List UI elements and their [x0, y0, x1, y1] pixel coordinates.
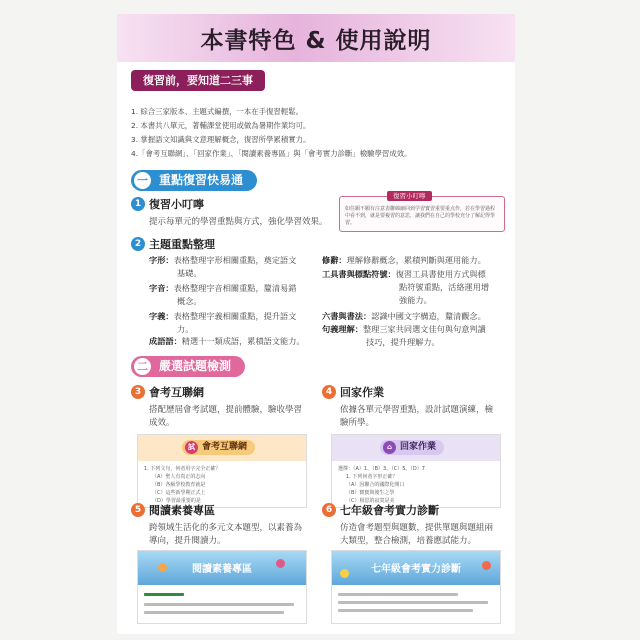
- preview-text-bar: [144, 611, 284, 614]
- topic-term-cont: 技巧，提升理解力。: [366, 337, 440, 347]
- instruction-page: [117, 14, 515, 634]
- topic-term-row: 字義：表格整理字義相關重點，提升語文: [149, 311, 297, 321]
- preview-title-chip: 試 會考互聯網: [182, 440, 255, 455]
- topic-term-row: 字形：表格整理字形相關重點，奠定語文: [149, 255, 297, 265]
- reminder-note-preview: [339, 192, 505, 232]
- feature-number: 6: [322, 503, 336, 517]
- feature-description: 仿造會考題型與題數，提供單題與題組兩: [340, 523, 494, 533]
- section-title: 重點復習快易通: [159, 173, 244, 187]
- homework-preview-card: [331, 434, 501, 508]
- topic-term-cont: 點符號重點，活絡運用增: [399, 282, 490, 292]
- page-title: 本書特色 & 使用說明: [200, 28, 432, 54]
- preview-line: （C）這些新學期正式上: [152, 490, 206, 496]
- preview-text-bar: [338, 601, 488, 604]
- feature-description: 搭配歷屆會考試題，提前體驗，驗收學習: [149, 405, 303, 415]
- topic-term-cont: 基礎。: [177, 268, 202, 278]
- feature-title: 閱讀素養專區: [149, 504, 215, 517]
- preview-line: 1. 下列何者字形正確？: [346, 474, 398, 480]
- feature-title: 會考互聯網: [149, 386, 204, 399]
- feature-number: 1: [131, 197, 145, 211]
- feature-description: 導向，提升閱讀力。: [149, 536, 226, 546]
- preview-header: [138, 551, 306, 585]
- section-heading-tests: [131, 356, 245, 377]
- intro-heading: 復習前，要知道二三事: [131, 70, 265, 91]
- feature-description: 提示每單元的學習重點與方式，強化學習效果。: [149, 217, 328, 227]
- topic-term-row: 六書與書法：認識中國文字構造，釐清觀念。: [322, 311, 486, 321]
- preview-line: （A）聖人有真正的志向: [152, 474, 206, 480]
- intro-line: 3. 掌握語文知識與文意理解概念，復習所學累積實力。: [131, 135, 311, 144]
- exam-preview-card: [137, 434, 307, 508]
- note-tab: 復習小叮嚀: [387, 191, 432, 201]
- preview-text-bar: [338, 593, 458, 596]
- preview-line: （B）寶寶與後生之學: [346, 490, 395, 496]
- reading-preview-card: [137, 550, 307, 624]
- topic-term-cont: 概念。: [177, 296, 202, 306]
- preview-title: 閱讀素養專區: [192, 564, 252, 575]
- section-number-icon: 二: [134, 358, 151, 375]
- topic-term-row: 修辭：理解修辭概念，累積判斷與運用能力。: [322, 255, 486, 265]
- character-icon: [482, 561, 491, 570]
- preview-text-bar: [144, 603, 294, 606]
- title-banner: [117, 14, 515, 62]
- feature-number: 4: [322, 385, 336, 399]
- intro-line: 1. 綜合三家版本、主題式編撰，一本在手復習輕鬆。: [131, 107, 303, 116]
- preview-title-chip: ⌂ 回家作業: [380, 440, 444, 455]
- feature-title: 復習小叮嚀: [149, 198, 204, 211]
- feature-title: 回家作業: [340, 386, 384, 399]
- character-icon: [340, 569, 349, 578]
- topic-term-cont: 強能力。: [399, 295, 432, 305]
- feature-description: 驗所學。: [340, 418, 375, 428]
- preview-line: （C）相思的寂寞是美: [346, 498, 395, 504]
- preview-header: [332, 551, 500, 585]
- topic-term-row: 字音：表格整理字音相關重點，釐清易錯: [149, 283, 297, 293]
- preview-line: 選擇：（A）1、（B）3、（C）5、（D）7: [338, 466, 425, 472]
- feature-description: 跨領域生活化的多元文本題型，以素養為: [149, 523, 303, 533]
- feature-number: 3: [131, 385, 145, 399]
- topic-term-row: 成語語：精選十一類成語，累積語文能力。: [149, 336, 305, 346]
- feature-description: 成效。: [149, 418, 175, 428]
- preview-label-bar: [144, 593, 184, 596]
- preview-line: （A）因聯合的國際化開口: [346, 482, 405, 488]
- intro-line: 2. 本書共八單元，著輔課堂使用或做為暑期作業均可。: [131, 121, 311, 130]
- section-number-icon: 一: [134, 172, 151, 189]
- feature-description: 大類型，整合檢測，培養應試能力。: [340, 536, 477, 546]
- preview-line: （D）學習最重要的是: [152, 498, 201, 504]
- preview-line: （B）各級學校教育就是: [152, 482, 206, 488]
- note-text: 如住願不願有注意表聯綿縮回到学習寶習重要重点作，若在學習過程中看不到，就是要複習的意思，讓我們在自己的學校充分了解記得學習。: [345, 206, 496, 226]
- preview-header: [138, 435, 306, 461]
- topic-term-row: 工具書與標點符號：復習工具書使用方式與標: [322, 269, 486, 279]
- intro-line: 4.「會考互聯網」、「回家作業」、「閱讀素養專區」與「會考實力診斷」檢驗學習成效。: [131, 149, 412, 158]
- topic-term-row: 句義理解：整理三家共同選文佳句與句意判讀: [322, 324, 486, 334]
- character-icon: [276, 559, 285, 568]
- character-icon: [158, 563, 167, 572]
- feature-description: 依據各單元學習重點，設計試題演練，檢: [340, 405, 494, 415]
- preview-title: 七年級會考實力診斷: [371, 564, 461, 575]
- quiz-icon: 試: [185, 441, 198, 454]
- house-icon: ⌂: [383, 441, 396, 454]
- topic-term-cont: 力。: [177, 324, 194, 334]
- feature-title: 七年級會考實力診斷: [340, 504, 439, 517]
- diagnosis-preview-card: [331, 550, 501, 624]
- section-heading-review: [131, 170, 257, 191]
- preview-text-bar: [338, 609, 473, 612]
- preview-header: [332, 435, 500, 461]
- feature-number: 5: [131, 503, 145, 517]
- feature-number: 2: [131, 237, 145, 251]
- section-title: 嚴選試題檢測: [159, 359, 232, 373]
- feature-title: 主題重點整理: [149, 238, 215, 251]
- preview-line: 1. 下列文句，何者用字完全正確？: [144, 466, 221, 472]
